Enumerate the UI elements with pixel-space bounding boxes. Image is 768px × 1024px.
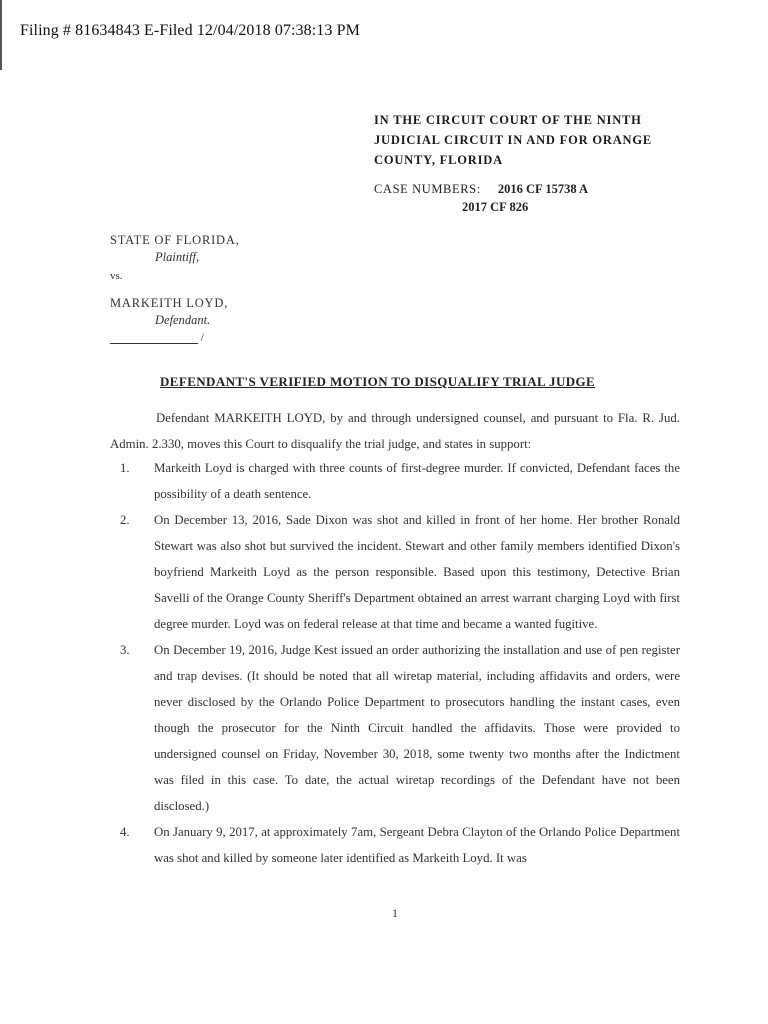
case-numbers-label: CASE NUMBERS: xyxy=(374,182,481,196)
paragraph-item xyxy=(120,819,680,871)
court-heading-line: IN THE CIRCUIT COURT OF THE NINTH xyxy=(374,113,642,127)
paragraph-text: On January 9, 2017, at approximately 7am, Sergeant Debra Clayton of the Orlando Police Department was shot and killed by someone later identified as Markeith Loyd. It was xyxy=(154,825,680,865)
court-heading-line: JUDICIAL CIRCUIT IN AND FOR ORANGE xyxy=(374,133,653,147)
paragraph-text: Markeith Loyd is charged with three counts of first-degree murder. If convicted, Defendant faces the possibility of a death sentence. xyxy=(154,461,680,501)
versus-label: vs. xyxy=(110,270,123,282)
plaintiff-name: STATE OF FLORIDA, xyxy=(110,233,240,247)
defendant-role: Defendant. xyxy=(155,313,211,327)
scan-edge-line xyxy=(0,0,2,70)
paragraph-number: 3. xyxy=(120,643,130,657)
paragraph-text: On December 13, 2016, Sade Dixon was shot and killed in front of her home. Her brother Ronald Stewart was also shot but survived the incident. Stewart and other family members identified Dixon's boyfriend Markeith Loyd as the person responsible. Based upon this testimony, Detective Brian Savelli of the Orange County Sheriff's Department obtained an arrest warrant charging Loyd with first degree murder. Loyd was on federal release at that time and became a wanted fugitive. xyxy=(154,513,680,631)
page-number: 1 xyxy=(392,906,398,920)
paragraph-item xyxy=(120,637,680,819)
numbered-paragraphs xyxy=(120,455,680,871)
caption-signature-line xyxy=(110,330,204,344)
court-heading-line: COUNTY, FLORIDA xyxy=(374,153,503,167)
plaintiff-role: Plaintiff, xyxy=(155,250,200,264)
case-number-1: 2016 CF 15738 A xyxy=(497,182,589,196)
case-numbers xyxy=(374,180,588,216)
filing-stamp: Filing # 81634843 E-Filed 12/04/2018 07:38:13 PM xyxy=(20,22,360,39)
paragraph-item xyxy=(120,507,680,637)
intro-paragraph: Defendant MARKEITH LOYD, by and through undersigned counsel, and pursuant to Fla. R. Jud. Admin. 2.330, moves this Court to disqualify the trial judge, and states in support: xyxy=(110,411,680,451)
paragraph-number: 4. xyxy=(120,825,130,839)
defendant-name: MARKEITH LOYD, xyxy=(110,296,229,310)
document-title: DEFENDANT'S VERIFIED MOTION TO DISQUALIFY TRIAL JUDGE xyxy=(160,374,596,389)
paragraph-item xyxy=(120,455,680,507)
paragraph-number: 2. xyxy=(120,513,130,527)
caption-slash: / xyxy=(200,330,204,344)
court-heading xyxy=(374,110,652,170)
paragraph-number: 1. xyxy=(120,461,130,475)
paragraph-text: On December 19, 2016, Judge Kest issued an order authorizing the installation and use of pen register and trap devises. (It should be noted that all wiretap material, including affidavits and orders, were never disclosed by the Orlando Police Department to prosecutors handling the instant cases, even though the prosecutor for the Ninth Circuit handled the affidavits. Those were provided to undersigned counsel on Friday, November 30, 2018, some twenty two months after the Indictment was filed in this case. To date, the actual wiretap recordings of the Defendant have not been disclosed.) xyxy=(154,643,680,813)
case-number-2: 2017 CF 826 xyxy=(462,200,529,214)
case-caption xyxy=(110,232,240,344)
